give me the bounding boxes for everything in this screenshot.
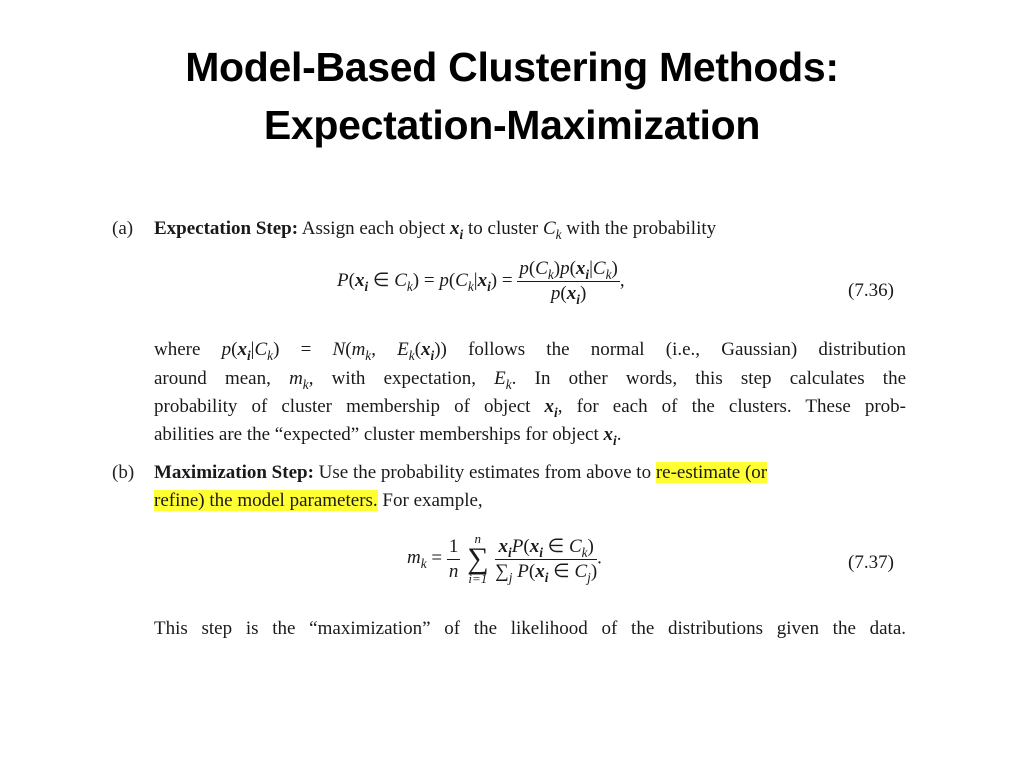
step-a-intro-text-3: with the probability	[566, 218, 717, 239]
step-b-line-1: Maximization Step: Use the probability estimates from above to re-estimate (or	[154, 462, 768, 483]
equation-7-37: $m_k$ = $\frac{1}{n}$ n ∑ i=1 $\frac{x_iP(x_i \in C_k)}{\sum_j P(x_i \in C_j)}$ .	[407, 531, 602, 586]
step-a-intro	[154, 218, 716, 240]
summation-sign: n ∑ i=1	[467, 531, 489, 586]
math-ck: $C_k$	[542, 218, 562, 242]
title-line-2: Expectation-Maximization	[263, 102, 761, 148]
fraction-7-37: $\frac{x_iP(x_i \in C_k)}{\sum_j P(x_i \in C_j)}$	[495, 535, 598, 585]
step-b-closing: This step is the “maximization” of the likelihood of the distributions given the data.	[154, 618, 906, 639]
equation-number-7-37: (7.37)	[848, 552, 894, 573]
equation-number-7-36: (7.36)	[848, 280, 894, 301]
highlight-1: re-estimate (or	[655, 462, 768, 483]
step-a-heading: Expectation Step:	[154, 218, 299, 239]
step-a-intro-text-2: to cluster	[468, 218, 539, 239]
step-a-intro-text-1: Assign each object	[301, 218, 446, 239]
highlight-2: refine) the model parameters.	[154, 490, 378, 511]
title-line-1: Model-Based Clustering Methods:	[185, 44, 839, 90]
step-a-line-3: probability of cluster membership of object $x_i$, for each of the clusters. These prob-	[154, 396, 907, 420]
equation-7-36: $P(x_i$ ∈ $C_k) = p(C_k|x_i)$ = $\frac{p(C_k)p(x_i|C_k)}{p(x_i)}$ ,	[337, 258, 625, 307]
step-b-heading: Maximization Step:	[154, 462, 314, 483]
fraction-1-over-n: $\frac{1}{n}$	[448, 535, 459, 582]
step-b-line-2: refine) the model parameters. For example,	[154, 490, 483, 511]
step-a-marker: (a)	[112, 218, 134, 239]
step-b-marker: (b)	[112, 462, 135, 483]
math-xi: $x_i$	[450, 218, 464, 242]
step-a-line-4: abilities are the “expected” cluster memberships for object $x_i$.	[154, 424, 622, 448]
step-a-line-2: around mean, $m_k$, with expectation, $E_k$. In other words, this step calculates the	[154, 368, 907, 392]
step-a-line-1: where $p(x_i|C_k) = N(m_k$, $E_k(x_i)$) follows the normal (i.e., Gaussian) distribution	[154, 339, 907, 363]
fraction-7-36: $\frac{p(C_k)p(x_i|C_k)}{p(x_i)}$	[519, 258, 618, 307]
